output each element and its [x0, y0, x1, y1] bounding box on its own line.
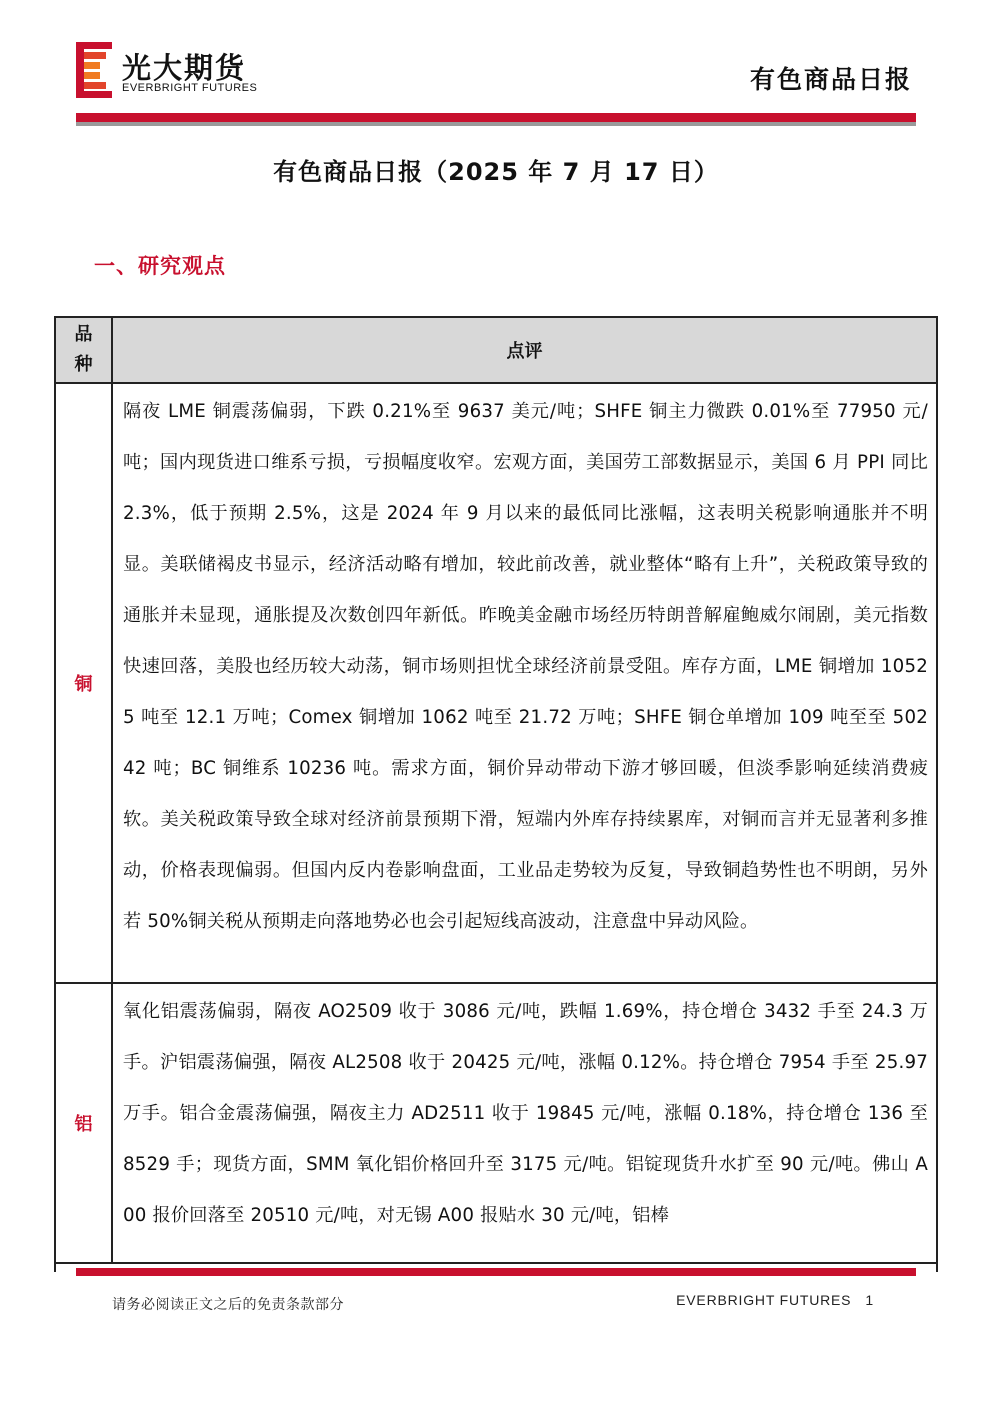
footer-company: EVERBRIGHT FUTURES: [676, 1292, 852, 1308]
header-divider-red: [76, 113, 916, 122]
section-heading: 一、研究观点: [94, 254, 226, 278]
company-logo: [76, 42, 296, 98]
comment-text: 氧化铝震荡偏弱，隔夜 AO2509 收于 3086 元/吨，跌幅 1.69%，持仓增仓 3432 手至 24.3 万手。沪铝震荡偏强，隔夜 AL2508 收于 20425 元/吨，涨幅 0.12%。持仓增仓 7954 手至 25.97 万手。铝合金震荡偏强，隔夜主力 AD2511 收于 19845 元/吨，涨幅 0.18%，持仓增仓 136 至 8529 手；现货方面，SMM 氧化铝价格回升至 3175 元/吨。铝锭现货升水扩至 90 元/吨。佛山 A00 报价回落至 20510 元/吨，对无锡 A00 报贴水 30 元/吨，铝棒: [123, 1001, 928, 1226]
table-row: [56, 383, 936, 983]
footer-disclaimer: 请务必阅读正文之后的免责条款部分: [112, 1297, 344, 1313]
header-divider-gray: [76, 122, 916, 126]
page-number: 1: [865, 1292, 874, 1308]
comment-text: 隔夜 LME 铜震荡偏弱，下跌 0.21%至 9637 美元/吨；SHFE 铜主力微跌 0.01%至 77950 元/吨；国内现货进口维系亏损，亏损幅度收窄。宏观方面，美国劳工部数据显示，美国 6 月 PPI 同比 2.3%，低于预期 2.5%，这是 2024 年 9 月以来的最低同比涨幅，这表明关税影响通胀并不明显。美联储褐皮书显示，经济活动略有增加，较此前改善，就业整体“略有上升”，关税政策导致的通胀并未显现，通胀提及次数创四年新低。昨晚美金融市场经历特朗普解雇鲍威尔闹剧，美元指数快速回落，美股也经历较大动荡，铜市场则担忧全球经济前景受阻。库存方面，LME 铜增加 10525 吨至 12.1 万吨；Comex 铜增加 1062 吨至 21.72 万吨；SHFE 铜仓单增加 109 吨至至 50242 吨；BC 铜维系 10236 吨。需求方面，铜价异动带动下游才够回暖，但淡季影响延续消费疲软。美关税政策导致全球对经济前景预期下滑，短端内外库存持续累库，对铜而言并无显著利多推动，价格表现偏弱。但国内反内卷影响盘面，工业品走势较为反复，导致铜趋势性也不明朗，另外若 50%铜关税从预期走向落地势必也会引起短线高波动，注意盘中异动风险。: [123, 401, 928, 932]
column-header-comment: 点评: [112, 318, 936, 383]
logo-english-name: EVERBRIGHT FUTURES: [122, 82, 258, 94]
category-cell: 铝: [56, 983, 112, 1263]
column-header-category-label: 品种: [74, 324, 93, 375]
logo-chinese-name: 光大期货: [122, 51, 247, 85]
column-header-category: [56, 318, 112, 383]
report-name: 有色商品日报: [749, 65, 912, 94]
category-cell: 铜: [56, 383, 112, 983]
document-title: 有色商品日报（2025 年 7 月 17 日）: [273, 158, 719, 186]
footer-divider-red: [76, 1268, 916, 1276]
page-header: [0, 0, 992, 130]
comment-cell: [112, 383, 936, 983]
comment-cell: [112, 983, 936, 1263]
research-table: [54, 316, 938, 1272]
everbright-logo-icon: [76, 42, 112, 98]
table-row: [56, 983, 936, 1263]
table-header-row: [56, 318, 936, 383]
footer-company-page: [676, 1292, 874, 1308]
